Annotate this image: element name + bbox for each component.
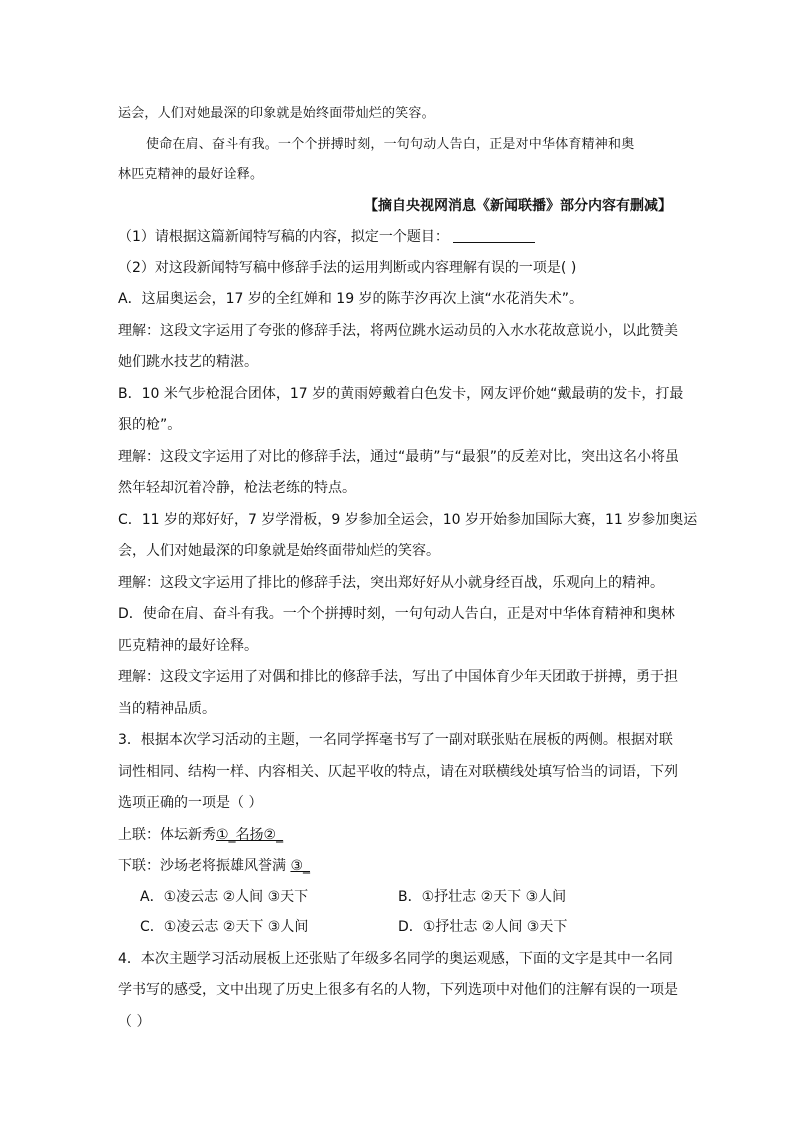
q3-option-a[interactable]: A．①凌云志 ②人间 ③天下	[140, 889, 309, 905]
question-3-stem: 选项正确的一项是（ ）	[118, 795, 263, 811]
option-d-text: 匹克精神的最好诠释。	[118, 638, 258, 654]
option-d-text: D．使命在肩、奋斗有我。一个个拼搏时刻，一句句动人告白，正是对中华体育精神和奥林	[118, 606, 675, 622]
question-4-stem: （ ）	[118, 1014, 151, 1030]
option-b-text: B．10 米气步枪混合团体，17 岁的黄雨婷戴着白色发卡，网友评价她“戴最萌的发卡，打最	[118, 386, 684, 402]
couplet-upper-blanks: ①_名扬②_	[216, 827, 284, 843]
option-c-analysis: 理解：这段文字运用了排比的修辞手法，突出郑好好从小就身经百战，乐观向上的精神。	[118, 575, 664, 591]
option-b-analysis: 理解：这段文字运用了对比的修辞手法，通过“最萌”与“最狠”的反差对比，突出这名小将虽	[118, 449, 680, 465]
option-a-analysis: 她们跳水技艺的精湛。	[118, 354, 258, 370]
question-sub2: （2）对这段新闻特写稿中修辞手法的运用判断或内容理解有误的一项是( )	[118, 260, 577, 276]
source-citation: 【摘自央视网消息《新闻联播》部分内容有删减】	[364, 198, 672, 214]
continued-paragraph-line: 使命在肩、奋斗有我。一个个拼搏时刻，一句句动人告白，正是对中华体育精神和奥	[146, 137, 635, 152]
option-c-text: 会，人们对她最深的印象就是始终面带灿烂的笑容。	[118, 543, 440, 559]
couplet-lower-text: 下联：沙场老将振雄风誉满	[118, 858, 291, 874]
question-4-stem: 4．本次主题学习活动展板上还张贴了年级多名同学的奥运观感，下面的文字是其中一名同	[118, 951, 673, 967]
option-c-text: C．11 岁的郑好好，7 岁学滑板，9 岁参加全运会，10 岁开始参加国际大赛，11 岁参加奥运	[118, 512, 698, 528]
option-d-analysis: 理解：这段文字运用了对偶和排比的修辞手法，写出了中国体育少年天团敢于拼搏，勇于担	[118, 669, 678, 685]
option-b-text: 狠的枪”。	[118, 417, 182, 433]
question-4-stem: 学书写的感受，文中出现了历史上很多有名的人物，下列选项中对他们的注解有误的一项是	[118, 982, 678, 998]
question-sub1	[118, 228, 535, 246]
continued-paragraph-line: 林匹克精神的最好诠释。	[118, 167, 264, 182]
couplet-lower-blank: ③_	[290, 858, 311, 874]
option-d-analysis: 当的精神品质。	[118, 701, 216, 717]
option-a-text: A．这届奥运会，17 岁的全红婵和 19 岁的陈芋汐再次上演“水花消失术”。	[118, 291, 584, 307]
option-a-analysis: 理解：这段文字运用了夸张的修辞手法，将两位跳水运动员的入水水花故意说小，以此赞美	[118, 323, 678, 339]
question-3-stem: 词性相同、结构一样、内容相关、仄起平收的特点，请在对联横线处填写恰当的词语，下列	[118, 764, 678, 780]
q3-option-d[interactable]: D．①抒壮志 ②人间 ③天下	[398, 919, 568, 935]
question-sub1-text: （1）请根据这篇新闻特写稿的内容，拟定一个题目：	[118, 229, 449, 245]
q3-option-c[interactable]: C．①凌云志 ②天下 ③人间	[140, 919, 309, 935]
question-3-stem: 3．根据本次学习活动的主题，一名同学挥毫书写了一副对联张贴在展板的两侧。根据对联	[118, 732, 673, 748]
option-b-analysis: 然年轻却沉着冷静，枪法老练的特点。	[118, 480, 356, 496]
q3-option-b[interactable]: B．①抒壮志 ②天下 ③人间	[398, 889, 567, 905]
couplet-upper	[118, 826, 283, 844]
answer-blank[interactable]	[453, 228, 535, 243]
continued-text-line: 运会，人们对她最深的印象就是始终面带灿烂的笑容。	[118, 106, 435, 121]
couplet-lower	[118, 857, 310, 875]
couplet-upper-text: 上联：体坛新秀	[118, 827, 216, 843]
